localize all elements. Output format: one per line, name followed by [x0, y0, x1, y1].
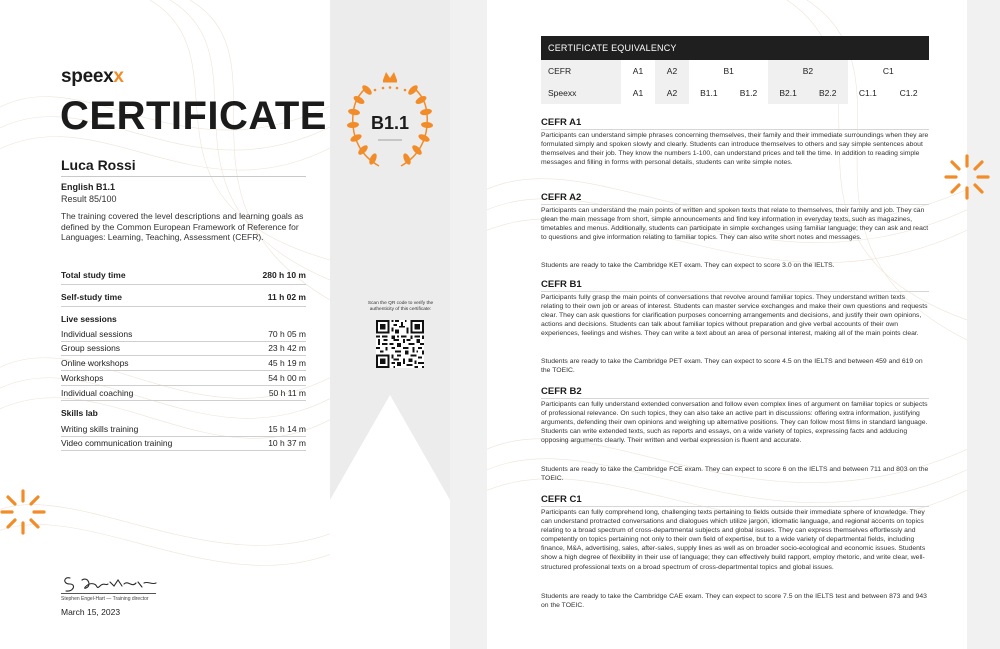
cefr-row [541, 60, 929, 82]
level-description-b1: Participants fully grasp the main points of conversations that revolve around familiar topics. They understand written texts relating to their own job or areas of interest. Students can master service exchanges and make their own questions and requests clear. They can ask questions for clarification purposes concerning arrangements and decisions, and justify their own opinions, actions and decisions. Students can talk about familiar topics without preparation and give verbal accounts of their own experiences, feelings and wishes. They can write a text about an area of personal interest, making all of the main points clear. [541, 294, 928, 338]
learner-name: Luca Rossi [61, 157, 136, 173]
level-description-b2: Participants can fully understand extended conversation and follow even complex lines of argument on familiar topics or subjects of professional relevance. On such topics, they can also take an active part in discussions: offering extra information, justifying arguments, defending their own opinions and weighing up alternative positions. They can follow most films in standard language. Students can write extended texts, such as reports and essays, on a wide variety of topics, expressing facts and adducing opposing arguments clearly. Their written and verbal expression is fluent and accurate. [541, 401, 928, 445]
divider [541, 398, 929, 399]
table-cell: B2.2 [808, 82, 848, 104]
level-heading-b1: CEFR B1 [541, 279, 582, 290]
course-description: The training covered the level descriptions and learning goals as defined by the Common European Framework of Reference for Languages: Learning, Teaching, Assessment (CEFR). [61, 211, 304, 242]
table-cell: B2 [768, 60, 847, 82]
divider [61, 400, 306, 401]
level-heading-a2: CEFR A2 [541, 192, 582, 203]
divider [61, 341, 306, 342]
sunburst-icon [0, 487, 48, 537]
level-heading-c1: CEFR C1 [541, 494, 582, 505]
total-study-time-row: Total study time 280 h 10 m [61, 270, 306, 280]
table-cell: A1 [632, 66, 644, 76]
level-description-c1: Participants can fully comprehend long, challenging texts pertaining to fields outside their immediate sphere of knowledge. They can understand protracted conversations and dialogues which utilize jargon, idiomatic language, and regional accents on topics relating to a broad spectrum of cross-departmental subjects and global issues. They can express themselves effortlessly and competently on topics pertaining not only to their own field of expertise, but to a wide variety of departmental fields, including finance, M&A, advertising, sales, after-sales, supply lines as well as on broader socio-ecological and economic issues. Students show a high degree of flexibility in their use of language; they can effectively build rapport, employ rhetoric, and write clear, well-structured professional texts on a broad spectrum of cross-departmental topics and global issues. [541, 509, 926, 571]
qr-code[interactable] [376, 320, 424, 368]
live-session-row: Workshops 54 h 00 m [61, 373, 306, 383]
equivalency-table [541, 60, 929, 104]
divider [61, 370, 306, 371]
live-session-row: Individual coaching 50 h 11 m [61, 388, 306, 398]
table-cell: B1.2 [739, 88, 758, 98]
table-cell: B1 [723, 66, 734, 76]
level-badge: B1.1 [370, 113, 410, 133]
self-study-time-row: Self-study time 11 h 02 m [61, 292, 306, 302]
equivalency-header: CERTIFICATE EQUIVALENCY [541, 36, 929, 60]
divider [61, 450, 306, 451]
live-sessions-heading: Live sessions [61, 314, 117, 324]
skills-lab-row: Writing skills training 15 h 14 m [61, 424, 306, 434]
row-label: CEFR [541, 60, 621, 82]
table-cell: B2.1 [768, 82, 808, 104]
divider [61, 436, 306, 437]
divider [541, 291, 929, 292]
speexx-row [541, 82, 929, 104]
skills-lab-row: Video communication training 10 h 37 m [61, 438, 306, 448]
divider [61, 306, 306, 307]
qr-caption: Scan the QR code to verify the authenticity of this certificate: [367, 301, 434, 312]
divider [61, 284, 306, 285]
divider [61, 176, 306, 177]
level-exam-c1: Students are ready to take the Cambridge CAE exam. They can expect to score 7.5 on the IELTS test and between 873 and 943 on the TOEIC. [541, 593, 927, 610]
level-heading-b2: CEFR B2 [541, 386, 582, 397]
signatory-name: Stephen Engel-Hart — Training director [61, 596, 149, 602]
level-exam-a2: Students are ready to take the Cambridge KET exam. They can expect to score 3.0 on the IELTS. [541, 262, 835, 269]
center-gutter [450, 0, 487, 649]
table-cell: C1 [882, 66, 894, 76]
table-cell: B1.1 [700, 88, 718, 98]
live-session-row: Individual sessions 70 h 05 m [61, 329, 306, 339]
row-label: Speexx [541, 82, 621, 104]
right-margin [967, 0, 1000, 649]
level-description-a1: Participants can understand simple phrases concerning themselves, their family and their immediate surroundings when they are formulated simply and spoken slowly and clearly. Students can introduce themselves to others and say simple sentences about themselves and their job. They know the numbers 1-100, can understand prices and tell the time. In addition to reading simple messages and filling in forms with personal details, students can write simple notes. [541, 132, 929, 167]
divider [61, 355, 306, 356]
live-session-row: Online workshops 45 h 19 m [61, 358, 306, 368]
divider [541, 129, 929, 130]
certificate-title: CERTIFICATE [60, 94, 327, 138]
divider [541, 506, 929, 507]
table-cell: A2 [655, 60, 689, 82]
table-cell: A2 [655, 82, 689, 104]
table-cell: C1.1 [858, 88, 877, 98]
divider [541, 204, 929, 205]
live-session-row: Group sessions 23 h 42 m [61, 343, 306, 353]
certificate-left-page [0, 0, 330, 649]
level-exam-b2: Students are ready to take the Cambridge FCE exam. They can expect to score 6 on the IELTS and between 711 and 803 on the TOEIC. [541, 466, 929, 483]
sunburst-icon [942, 152, 992, 202]
speexx-logo: speexx [61, 66, 124, 87]
signature-line [61, 593, 156, 594]
course-name: English B1.1 [61, 182, 116, 192]
table-cell: A1 [632, 88, 644, 98]
skills-lab-heading: Skills lab [61, 408, 98, 418]
level-exam-b1: Students are ready to take the Cambridge PET exam. They can expect to score 4.5 on the IELTS and between 459 and 619 on the TOEIC. [541, 358, 923, 375]
divider [61, 385, 306, 386]
certificate-date: March 15, 2023 [61, 607, 121, 617]
result-score: Result 85/100 [61, 194, 117, 204]
table-cell: C1.2 [899, 88, 918, 98]
level-heading-a1: CEFR A1 [541, 117, 582, 128]
level-description-a2: Participants can understand the main points of written and spoken texts that relate to themselves, their family and job. They can glean the main message from short, simple announcements and find key information in everyday texts, such as magazines, timetables and menus. Additionally, students can participate in simple exchanges using familiar language; they can ask and react to questions and give information relating to familiar topics. They can also write short notes and messages. [541, 207, 929, 242]
